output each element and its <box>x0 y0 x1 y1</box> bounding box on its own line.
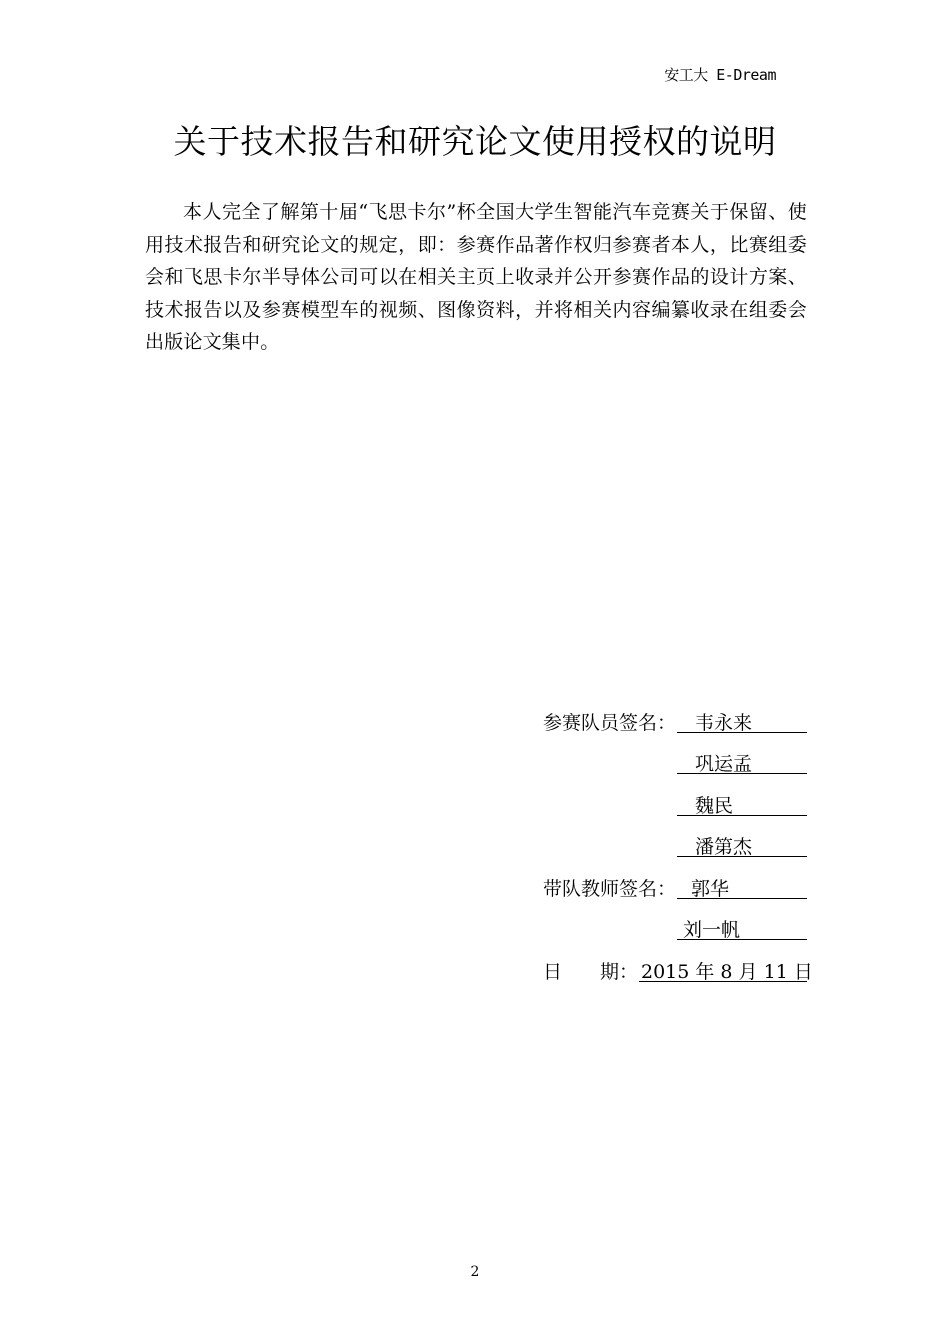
members-signature-label: 参赛队员签名： <box>543 712 677 734</box>
date-row <box>543 955 813 985</box>
signature-line <box>677 789 807 816</box>
signature-line <box>677 706 807 733</box>
date-value: 2015 年 8 月 11 日 <box>641 961 813 983</box>
header-tag: 安工大 E-Dream <box>664 66 776 84</box>
document-title: 关于技术报告和研究论文使用授权的说明 <box>173 122 777 161</box>
page-number: 2 <box>470 1264 480 1280</box>
signature-line <box>677 913 807 940</box>
member-signature: 韦永来 <box>695 712 753 734</box>
member-signature-row-1 <box>543 706 807 736</box>
member-signature-row-4 <box>543 830 807 860</box>
member-signature: 魏民 <box>695 795 734 817</box>
date-line <box>639 955 813 983</box>
authorization-paragraph: 本人完全了解第十届“飞思卡尔”杯全国大学生智能汽车竞赛关于保留、使用技术报告和研究论文的规定，即：参赛作品著作权归参赛者本人，比赛组委会和飞思卡尔半导体公司可以在相关主页上收录并公开参赛作品的设计方案、技术报告以及参赛模型车的视频、图像资料，并将相关内容编纂收录在组委会出版论文集中。 <box>145 201 807 353</box>
member-signature-row-3 <box>543 789 807 819</box>
signature-line <box>677 747 807 774</box>
member-signature: 巩运孟 <box>695 753 753 775</box>
teacher-signature-row-1 <box>543 872 807 902</box>
signature-line <box>677 830 807 857</box>
member-signature: 潘第杰 <box>695 836 753 858</box>
signature-line <box>677 872 807 899</box>
teacher-signature-row-2 <box>543 913 807 943</box>
teacher-signature: 刘一帆 <box>683 919 741 941</box>
teacher-signature: 郭华 <box>691 878 730 900</box>
date-label: 日 期： <box>543 961 639 983</box>
member-signature-row-2 <box>543 747 807 777</box>
teachers-signature-label: 带队教师签名： <box>543 878 677 900</box>
